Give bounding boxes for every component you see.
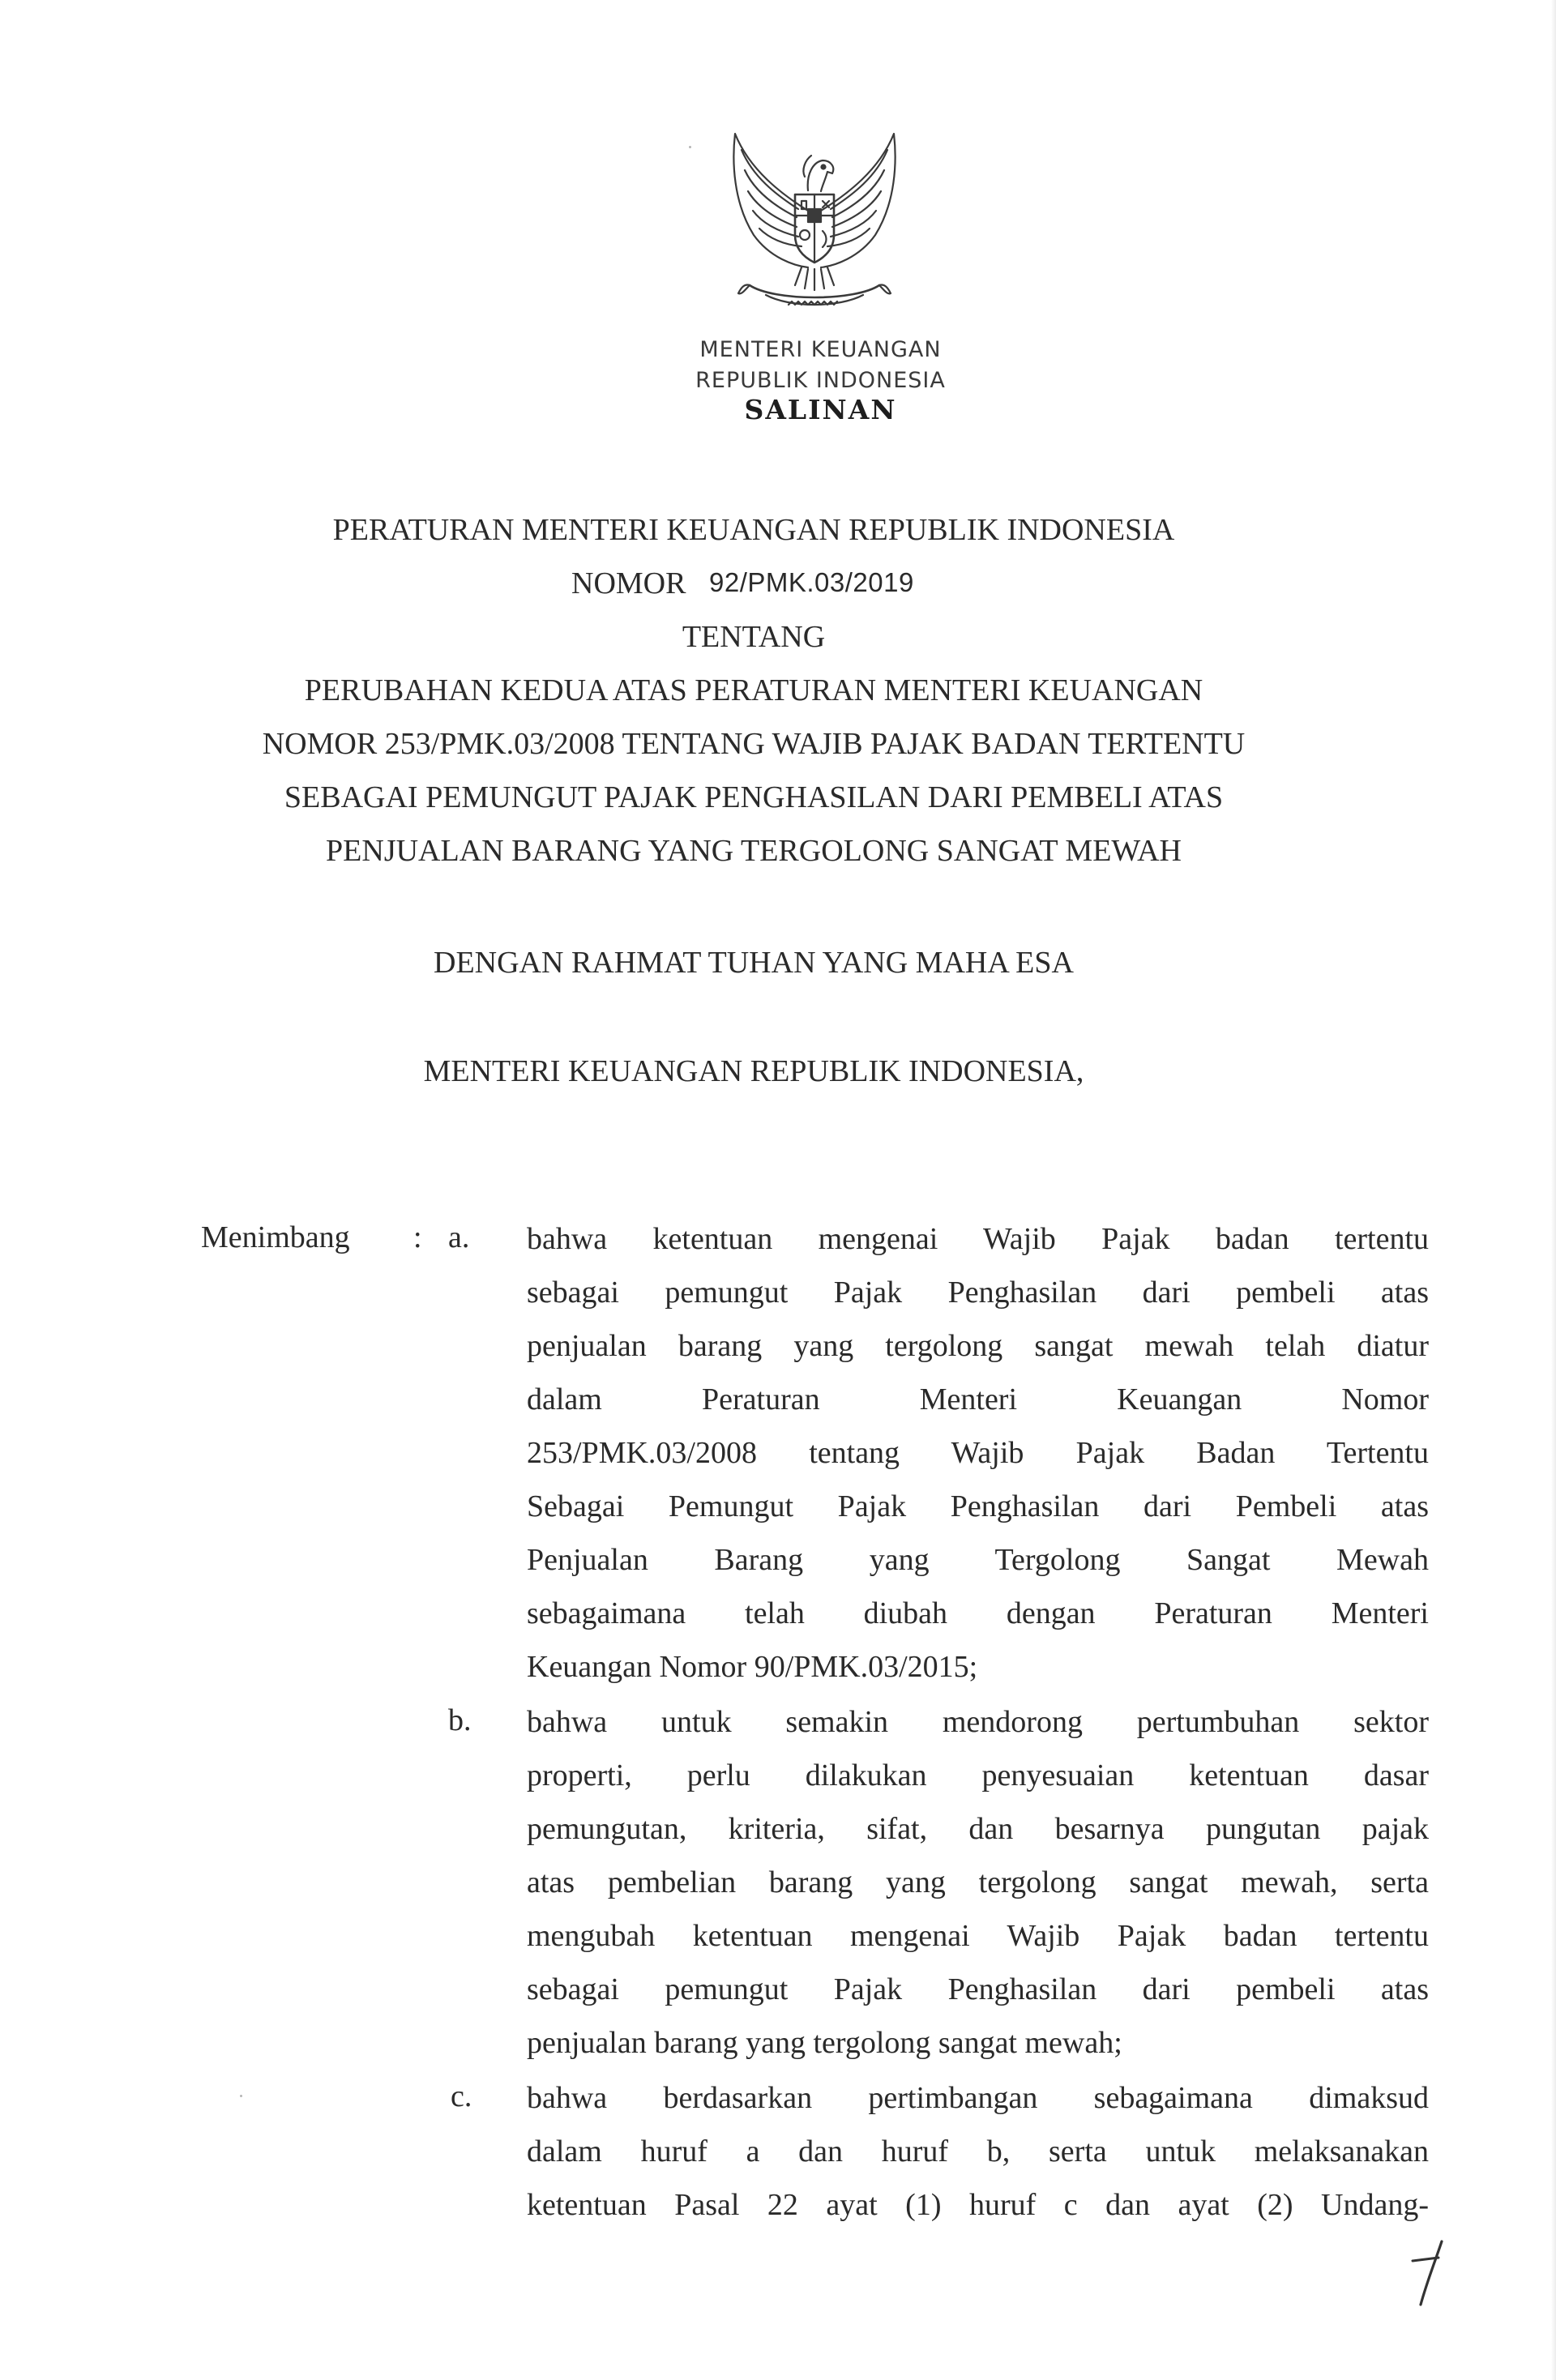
item-b-line: pemungutan, kriteria, sifat, dan besarnya pungutan pajak	[527, 1812, 1429, 1846]
issuer-line: MENTERI KEUANGAN REPUBLIK INDONESIA,	[423, 1054, 1084, 1088]
menimbang-label: Menimbang	[201, 1220, 350, 1254]
item-c-line: dalam huruf a dan huruf b, serta untuk melaksanakan	[527, 2134, 1429, 2168]
scan-artifact	[240, 2095, 242, 2097]
item-b-line: atas pembelian barang yang tergolong sangat mewah, serta	[527, 1865, 1429, 1899]
subject-line-3: SEBAGAI PEMUNGUT PAJAK PENGHASILAN DARI PEMBELI ATAS	[284, 780, 1224, 814]
item-a-line: bahwa ketentuan mengenai Wajib Pajak badan tertentu	[527, 1222, 1429, 1256]
item-a-line: Penjualan Barang yang Tergolong Sangat Mewah	[527, 1543, 1429, 1577]
item-a-line: penjualan barang yang tergolong sangat mewah telah diatur	[527, 1329, 1429, 1363]
item-a-letter: a.	[448, 1220, 470, 1254]
item-a-line: dalam Peraturan Menteri Keuangan Nomor	[527, 1382, 1429, 1416]
item-c-line: bahwa berdasarkan pertimbangan sebagaimana dimaksud	[527, 2081, 1429, 2115]
tentang-heading: TENTANG	[682, 620, 826, 654]
garuda-emblem-icon	[717, 113, 912, 328]
item-b-line: properti, perlu dilakukan penyesuaian ketentuan dasar	[527, 1758, 1429, 1792]
page-edge-shadow	[1551, 0, 1556, 2380]
item-b-letter: b.	[448, 1703, 472, 1737]
nomor-label: NOMOR	[571, 566, 686, 600]
scan-artifact	[689, 146, 691, 148]
item-b-line: bahwa untuk semakin mendorong pertumbuhan sektor	[527, 1705, 1429, 1739]
ministry-name-line-2: REPUBLIK INDONESIA	[695, 368, 946, 393]
item-b-line: sebagai pemungut Pajak Penghasilan dari pembeli atas	[527, 1972, 1429, 2006]
menimbang-colon: :	[413, 1220, 422, 1254]
item-a-line: Keuangan Nomor 90/PMK.03/2015;	[527, 1650, 978, 1684]
item-b-text	[527, 1695, 1429, 2070]
item-c-letter: c.	[451, 2079, 472, 2113]
subject-line-4: PENJUALAN BARANG YANG TERGOLONG SANGAT MEWAH	[326, 834, 1182, 868]
item-b-line: penjualan barang yang tergolong sangat mewah;	[527, 2026, 1122, 2060]
item-c-text	[527, 2071, 1429, 2232]
item-a-line: Sebagai Pemungut Pajak Penghasilan dari Pembeli atas	[527, 1489, 1429, 1523]
item-a-text	[527, 1212, 1429, 1694]
nomor-value: 92/PMK.03/2019	[709, 567, 914, 597]
salinan-stamp: SALINAN	[744, 394, 897, 425]
item-b-line: mengubah ketentuan mengenai Wajib Pajak badan tertentu	[527, 1919, 1429, 1953]
item-a-line: sebagai pemungut Pajak Penghasilan dari pembeli atas	[527, 1275, 1429, 1310]
item-a-line: 253/PMK.03/2008 tentang Wajib Pajak Badan Tertentu	[527, 1436, 1429, 1470]
regulation-number	[571, 566, 914, 601]
handwritten-initial-icon	[1406, 2237, 1455, 2309]
regulation-title: PERATURAN MENTERI KEUANGAN REPUBLIK INDONESIA	[332, 513, 1175, 547]
item-a-line: sebagaimana telah diubah dengan Peraturan Menteri	[527, 1596, 1429, 1630]
ministry-name-line-1: MENTERI KEUANGAN	[699, 337, 942, 362]
subject-line-2: NOMOR 253/PMK.03/2008 TENTANG WAJIB PAJAK BADAN TERTENTU	[262, 727, 1246, 761]
item-c-line: ketentuan Pasal 22 ayat (1) huruf c dan ayat (2) Undang-	[527, 2188, 1429, 2222]
blessing-line: DENGAN RAHMAT TUHAN YANG MAHA ESA	[434, 946, 1074, 980]
subject-line-1: PERUBAHAN KEDUA ATAS PERATURAN MENTERI KEUANGAN	[304, 673, 1203, 707]
